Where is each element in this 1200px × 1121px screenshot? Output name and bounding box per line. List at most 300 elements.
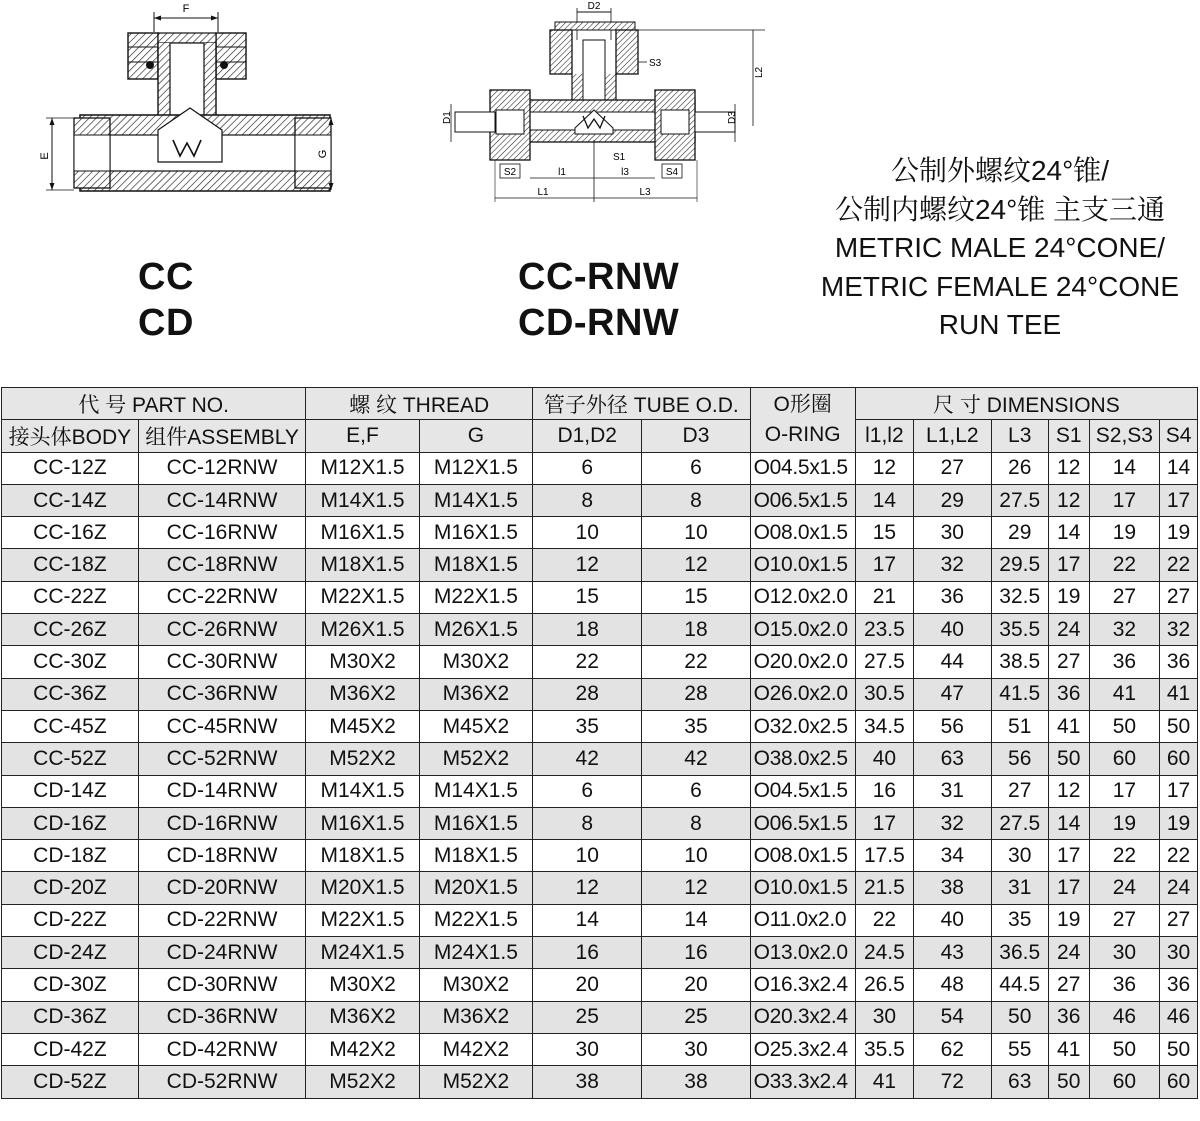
table-cell: 46 bbox=[1089, 1001, 1159, 1033]
table-cell: 22 bbox=[1089, 549, 1159, 581]
table-cell: 6 bbox=[642, 775, 750, 807]
table-cell: 44.5 bbox=[991, 969, 1048, 1001]
table-cell: 10 bbox=[642, 840, 750, 872]
table-cell: 27.5 bbox=[855, 646, 913, 678]
table-cell: CC-22Z bbox=[2, 581, 139, 613]
spec-table-body bbox=[2, 452, 1198, 1098]
table-cell: 12 bbox=[1048, 484, 1089, 516]
table-cell: M26X1.5 bbox=[419, 614, 532, 646]
label-D3: D3 bbox=[727, 111, 738, 124]
col-assembly: 组件ASSEMBLY bbox=[138, 420, 305, 452]
table-cell: 14 bbox=[1089, 452, 1159, 484]
table-cell: 54 bbox=[914, 1001, 992, 1033]
table-cell: CD-36Z bbox=[2, 1001, 139, 1033]
label-l3: l3 bbox=[621, 167, 629, 178]
table-row bbox=[2, 775, 1198, 807]
table-row bbox=[2, 937, 1198, 969]
table-cell: O12.0x2.0 bbox=[750, 581, 855, 613]
table-cell: 27 bbox=[1048, 969, 1089, 1001]
table-row bbox=[2, 904, 1198, 936]
label-E: E bbox=[39, 152, 51, 160]
table-row bbox=[2, 872, 1198, 904]
table-cell: 50 bbox=[1089, 1033, 1159, 1065]
table-cell: M30X2 bbox=[419, 646, 532, 678]
table-cell: CD-30RNW bbox=[138, 969, 305, 1001]
table-cell: 22 bbox=[642, 646, 750, 678]
table-cell: CC-14RNW bbox=[138, 484, 305, 516]
description-line-en-1: METRIC MALE 24°CONE/ bbox=[834, 232, 1166, 263]
table-cell: 25 bbox=[533, 1001, 642, 1033]
col-g: G bbox=[419, 420, 532, 452]
table-cell: CC-16RNW bbox=[138, 517, 305, 549]
table-cell: M52X2 bbox=[419, 1066, 532, 1098]
table-cell: 30 bbox=[642, 1033, 750, 1065]
header-dimensions: 尺 寸 DIMENSIONS bbox=[855, 388, 1197, 420]
description-line-en-3: RUN TEE bbox=[938, 309, 1062, 340]
table-cell: CD-14Z bbox=[2, 775, 139, 807]
table-cell: 36 bbox=[1160, 969, 1198, 1001]
table-cell: M52X2 bbox=[306, 1066, 419, 1098]
table-cell: 16 bbox=[855, 775, 913, 807]
table-cell: M18X1.5 bbox=[306, 840, 419, 872]
header-tube-od: 管子外径 TUBE O.D. bbox=[533, 388, 751, 420]
table-cell: 27 bbox=[991, 775, 1048, 807]
table-cell: M30X2 bbox=[306, 969, 419, 1001]
table-cell: O32.0x2.5 bbox=[750, 710, 855, 742]
table-cell: 72 bbox=[914, 1066, 992, 1098]
table-cell: 41 bbox=[1048, 1033, 1089, 1065]
table-cell: 27 bbox=[1160, 904, 1198, 936]
table-cell: M26X1.5 bbox=[306, 614, 419, 646]
table-cell: 14 bbox=[642, 904, 750, 936]
table-cell: 17 bbox=[1048, 840, 1089, 872]
col-l1l2: l1,l2 bbox=[855, 420, 913, 452]
label-S3: S3 bbox=[649, 58, 662, 69]
table-cell: 51 bbox=[991, 710, 1048, 742]
table-cell: 36 bbox=[1089, 969, 1159, 1001]
table-cell: 22 bbox=[1089, 840, 1159, 872]
table-cell: 60 bbox=[1160, 743, 1198, 775]
table-cell: 46 bbox=[1160, 1001, 1198, 1033]
table-cell: 10 bbox=[533, 517, 642, 549]
table-cell: M52X2 bbox=[419, 743, 532, 775]
table-cell: CC-45RNW bbox=[138, 710, 305, 742]
table-cell: 36.5 bbox=[991, 937, 1048, 969]
table-cell: CD-18RNW bbox=[138, 840, 305, 872]
table-cell: M14X1.5 bbox=[306, 775, 419, 807]
table-cell: M22X1.5 bbox=[306, 581, 419, 613]
table-cell: 22 bbox=[855, 904, 913, 936]
table-row bbox=[2, 484, 1198, 516]
table-cell: CC-16Z bbox=[2, 517, 139, 549]
col-s1: S1 bbox=[1048, 420, 1089, 452]
table-cell: 32 bbox=[1160, 614, 1198, 646]
table-cell: M52X2 bbox=[306, 743, 419, 775]
table-cell: CD-18Z bbox=[2, 840, 139, 872]
table-cell: O08.0x1.5 bbox=[750, 517, 855, 549]
table-cell: M18X1.5 bbox=[419, 840, 532, 872]
table-cell: CC-26Z bbox=[2, 614, 139, 646]
table-cell: CD-24Z bbox=[2, 937, 139, 969]
table-cell: 56 bbox=[914, 710, 992, 742]
table-cell: 17.5 bbox=[855, 840, 913, 872]
table-cell: 17 bbox=[855, 807, 913, 839]
table-cell: M16X1.5 bbox=[306, 807, 419, 839]
col-d1d2: D1,D2 bbox=[533, 420, 642, 452]
table-cell: M16X1.5 bbox=[419, 807, 532, 839]
table-row bbox=[2, 614, 1198, 646]
header-oring-cn: O形圈 bbox=[773, 392, 832, 416]
table-cell: 28 bbox=[642, 678, 750, 710]
table-row bbox=[2, 1066, 1198, 1098]
col-s2s3: S2,S3 bbox=[1089, 420, 1159, 452]
table-header-row-1 bbox=[2, 388, 1198, 420]
table-cell: M24X1.5 bbox=[306, 937, 419, 969]
table-cell: 14 bbox=[1048, 807, 1089, 839]
table-cell: M12X1.5 bbox=[419, 452, 532, 484]
table-cell: 32 bbox=[1089, 614, 1159, 646]
table-cell: 10 bbox=[642, 517, 750, 549]
table-cell: 60 bbox=[1160, 1066, 1198, 1098]
table-cell: 24 bbox=[1089, 872, 1159, 904]
table-cell: 19 bbox=[1048, 904, 1089, 936]
table-cell: 14 bbox=[1048, 517, 1089, 549]
table-cell: O10.0x1.5 bbox=[750, 872, 855, 904]
table-cell: 18 bbox=[642, 614, 750, 646]
table-cell: 12 bbox=[1048, 452, 1089, 484]
table-cell: M16X1.5 bbox=[306, 517, 419, 549]
table-cell: CC-18Z bbox=[2, 549, 139, 581]
table-cell: O08.0x1.5 bbox=[750, 840, 855, 872]
table-cell: M22X1.5 bbox=[306, 904, 419, 936]
table-cell: 26.5 bbox=[855, 969, 913, 1001]
table-cell: 27 bbox=[1160, 581, 1198, 613]
table-cell: 15 bbox=[533, 581, 642, 613]
table-cell: 35.5 bbox=[991, 614, 1048, 646]
table-cell: 6 bbox=[642, 452, 750, 484]
table-cell: CD-42Z bbox=[2, 1033, 139, 1065]
table-cell: 19 bbox=[1160, 517, 1198, 549]
table-cell: 40 bbox=[855, 743, 913, 775]
table-cell: 27.5 bbox=[991, 484, 1048, 516]
table-cell: 26 bbox=[991, 452, 1048, 484]
table-cell: O04.5x1.5 bbox=[750, 452, 855, 484]
table-cell: 60 bbox=[1089, 743, 1159, 775]
table-cell: 8 bbox=[642, 484, 750, 516]
table-cell: 14 bbox=[533, 904, 642, 936]
table-cell: CC-18RNW bbox=[138, 549, 305, 581]
table-cell: M36X2 bbox=[306, 678, 419, 710]
table-cell: 20 bbox=[533, 969, 642, 1001]
table-cell: 50 bbox=[991, 1001, 1048, 1033]
table-cell: 36 bbox=[1089, 646, 1159, 678]
table-cell: 40 bbox=[914, 614, 992, 646]
table-cell: CD-52Z bbox=[2, 1066, 139, 1098]
table-cell: 38 bbox=[533, 1066, 642, 1098]
table-cell: 36 bbox=[1048, 1001, 1089, 1033]
table-cell: 23.5 bbox=[855, 614, 913, 646]
table-cell: 35 bbox=[533, 710, 642, 742]
table-cell: 41 bbox=[1048, 710, 1089, 742]
table-cell: M36X2 bbox=[419, 678, 532, 710]
table-cell: M14X1.5 bbox=[419, 775, 532, 807]
table-row bbox=[2, 678, 1198, 710]
table-cell: CC-30Z bbox=[2, 646, 139, 678]
table-cell: M14X1.5 bbox=[306, 484, 419, 516]
table-cell: M14X1.5 bbox=[419, 484, 532, 516]
table-cell: M42X2 bbox=[306, 1033, 419, 1065]
table-cell: CD-22Z bbox=[2, 904, 139, 936]
table-cell: 25 bbox=[642, 1001, 750, 1033]
description-line-cn-2: 公制内螺纹24°锥 主支三通 bbox=[834, 193, 1166, 225]
spec-table bbox=[1, 387, 1198, 1099]
table-cell: M18X1.5 bbox=[419, 549, 532, 581]
middle-fitting-drawing bbox=[435, 0, 780, 205]
table-cell: O25.3x2.4 bbox=[750, 1033, 855, 1065]
table-cell: 41 bbox=[1089, 678, 1159, 710]
table-cell: 12 bbox=[642, 872, 750, 904]
table-cell: 17 bbox=[1089, 484, 1159, 516]
table-cell: 30 bbox=[991, 840, 1048, 872]
table-row bbox=[2, 517, 1198, 549]
table-cell: CC-14Z bbox=[2, 484, 139, 516]
table-cell: CC-36Z bbox=[2, 678, 139, 710]
table-cell: M20X1.5 bbox=[306, 872, 419, 904]
table-cell: 29.5 bbox=[991, 549, 1048, 581]
col-ef: E,F bbox=[306, 420, 419, 452]
table-cell: 17 bbox=[855, 549, 913, 581]
table-cell: CC-36RNW bbox=[138, 678, 305, 710]
table-cell: CC-45Z bbox=[2, 710, 139, 742]
table-cell: 42 bbox=[642, 743, 750, 775]
table-cell: 27.5 bbox=[991, 807, 1048, 839]
table-cell: 30 bbox=[1160, 937, 1198, 969]
table-cell: 22 bbox=[1160, 549, 1198, 581]
table-cell: 20 bbox=[642, 969, 750, 1001]
table-cell: 38.5 bbox=[991, 646, 1048, 678]
header-oring-en: O-RING bbox=[764, 422, 841, 446]
table-cell: CC-22RNW bbox=[138, 581, 305, 613]
table-cell: M30X2 bbox=[306, 646, 419, 678]
table-cell: 40 bbox=[914, 904, 992, 936]
table-cell: O20.3x2.4 bbox=[750, 1001, 855, 1033]
table-cell: M45X2 bbox=[419, 710, 532, 742]
table-cell: O16.3x2.4 bbox=[750, 969, 855, 1001]
table-cell: 55 bbox=[991, 1033, 1048, 1065]
label-L2: L2 bbox=[754, 66, 765, 78]
table-cell: M20X1.5 bbox=[419, 872, 532, 904]
table-row bbox=[2, 710, 1198, 742]
table-cell: 38 bbox=[642, 1066, 750, 1098]
table-cell: 31 bbox=[914, 775, 992, 807]
table-cell: 12 bbox=[855, 452, 913, 484]
table-cell: 21 bbox=[855, 581, 913, 613]
table-cell: 19 bbox=[1089, 807, 1159, 839]
product-description bbox=[800, 152, 1200, 345]
table-row bbox=[2, 452, 1198, 484]
label-L3: L3 bbox=[639, 187, 651, 198]
table-cell: CD-14RNW bbox=[138, 775, 305, 807]
table-cell: 29 bbox=[914, 484, 992, 516]
table-row bbox=[2, 743, 1198, 775]
table-cell: CD-22RNW bbox=[138, 904, 305, 936]
table-cell: 17 bbox=[1160, 775, 1198, 807]
header-oring bbox=[750, 388, 855, 453]
table-cell: 8 bbox=[642, 807, 750, 839]
label-L1: L1 bbox=[537, 187, 549, 198]
table-cell: 24 bbox=[1160, 872, 1198, 904]
table-cell: 41.5 bbox=[991, 678, 1048, 710]
table-cell: 16 bbox=[642, 937, 750, 969]
table-cell: 35.5 bbox=[855, 1033, 913, 1065]
table-cell: O04.5x1.5 bbox=[750, 775, 855, 807]
label-S4: S4 bbox=[665, 167, 679, 178]
table-cell: M36X2 bbox=[419, 1001, 532, 1033]
table-cell: 60 bbox=[1089, 1066, 1159, 1098]
table-cell: 24 bbox=[1048, 937, 1089, 969]
table-cell: 21.5 bbox=[855, 872, 913, 904]
table-cell: 14 bbox=[1160, 452, 1198, 484]
table-cell: 16 bbox=[533, 937, 642, 969]
table-cell: 36 bbox=[1048, 678, 1089, 710]
table-cell: CC-12Z bbox=[2, 452, 139, 484]
table-cell: M22X1.5 bbox=[419, 904, 532, 936]
table-cell: 50 bbox=[1048, 1066, 1089, 1098]
table-cell: 32 bbox=[914, 807, 992, 839]
table-cell: O15.0x2.0 bbox=[750, 614, 855, 646]
table-cell: 17 bbox=[1048, 872, 1089, 904]
table-cell: CC-52Z bbox=[2, 743, 139, 775]
table-cell: 18 bbox=[533, 614, 642, 646]
table-cell: 15 bbox=[855, 517, 913, 549]
table-row bbox=[2, 646, 1198, 678]
label-S2: S2 bbox=[503, 167, 517, 178]
table-row bbox=[2, 969, 1198, 1001]
col-l3: L3 bbox=[991, 420, 1048, 452]
table-cell: O06.5x1.5 bbox=[750, 484, 855, 516]
table-cell: 22 bbox=[533, 646, 642, 678]
table-cell: 41 bbox=[855, 1066, 913, 1098]
table-cell: M12X1.5 bbox=[306, 452, 419, 484]
table-cell: 36 bbox=[914, 581, 992, 613]
code-cd-rnw: CD-RNW bbox=[518, 302, 680, 344]
table-cell: 10 bbox=[533, 840, 642, 872]
table-cell: CD-36RNW bbox=[138, 1001, 305, 1033]
table-cell: 19 bbox=[1089, 517, 1159, 549]
table-cell: CD-16Z bbox=[2, 807, 139, 839]
table-cell: 63 bbox=[991, 1066, 1048, 1098]
table-cell: 27 bbox=[1089, 904, 1159, 936]
code-cc-rnw: CC-RNW bbox=[518, 256, 680, 298]
code-cd: CD bbox=[138, 302, 194, 344]
col-body: 接头体BODY bbox=[2, 420, 139, 452]
table-cell: 50 bbox=[1160, 1033, 1198, 1065]
label-l1: l1 bbox=[558, 167, 566, 178]
header-thread: 螺 纹 THREAD bbox=[306, 388, 533, 420]
table-cell: 30 bbox=[533, 1033, 642, 1065]
table-cell: 42 bbox=[533, 743, 642, 775]
table-row bbox=[2, 1033, 1198, 1065]
table-cell: 8 bbox=[533, 484, 642, 516]
table-cell: CC-26RNW bbox=[138, 614, 305, 646]
table-cell: 30 bbox=[914, 517, 992, 549]
table-cell: CD-20Z bbox=[2, 872, 139, 904]
table-cell: 12 bbox=[642, 549, 750, 581]
table-cell: 19 bbox=[1048, 581, 1089, 613]
table-cell: 35 bbox=[642, 710, 750, 742]
col-d3: D3 bbox=[642, 420, 750, 452]
table-cell: CD-16RNW bbox=[138, 807, 305, 839]
table-cell: M18X1.5 bbox=[306, 549, 419, 581]
table-cell: O06.5x1.5 bbox=[750, 807, 855, 839]
table-cell: O11.0x2.0 bbox=[750, 904, 855, 936]
table-cell: 24 bbox=[1048, 614, 1089, 646]
table-cell: O33.3x2.4 bbox=[750, 1066, 855, 1098]
table-cell: 41 bbox=[1160, 678, 1198, 710]
table-cell: 17 bbox=[1089, 775, 1159, 807]
code-cc: CC bbox=[138, 256, 194, 298]
table-row bbox=[2, 581, 1198, 613]
table-cell: 32 bbox=[914, 549, 992, 581]
table-cell: CC-52RNW bbox=[138, 743, 305, 775]
left-fitting-drawing bbox=[30, 0, 350, 205]
table-cell: M30X2 bbox=[419, 969, 532, 1001]
table-cell: CD-20RNW bbox=[138, 872, 305, 904]
table-cell: 44 bbox=[914, 646, 992, 678]
table-cell: 6 bbox=[533, 452, 642, 484]
table-cell: 50 bbox=[1160, 710, 1198, 742]
table-cell: 19 bbox=[1160, 807, 1198, 839]
table-cell: M22X1.5 bbox=[419, 581, 532, 613]
table-cell: CD-30Z bbox=[2, 969, 139, 1001]
table-cell: O20.0x2.0 bbox=[750, 646, 855, 678]
description-line-en-2: METRIC FEMALE 24°CONE bbox=[820, 270, 1180, 302]
col-s4: S4 bbox=[1160, 420, 1198, 452]
table-cell: 29 bbox=[991, 517, 1048, 549]
table-cell: M42X2 bbox=[419, 1033, 532, 1065]
table-cell: 32.5 bbox=[991, 581, 1048, 613]
table-header-row-2 bbox=[2, 420, 1198, 452]
table-cell: 50 bbox=[1048, 743, 1089, 775]
table-cell: CC-12RNW bbox=[138, 452, 305, 484]
table-cell: 17 bbox=[1048, 549, 1089, 581]
table-cell: 12 bbox=[1048, 775, 1089, 807]
table-cell: 34.5 bbox=[855, 710, 913, 742]
table-cell: 12 bbox=[533, 872, 642, 904]
table-cell: 63 bbox=[914, 743, 992, 775]
table-cell: 31 bbox=[991, 872, 1048, 904]
table-cell: 56 bbox=[991, 743, 1048, 775]
table-cell: 50 bbox=[1089, 710, 1159, 742]
table-cell: 17 bbox=[1160, 484, 1198, 516]
table-cell: M45X2 bbox=[306, 710, 419, 742]
table-cell: CD-24RNW bbox=[138, 937, 305, 969]
table-cell: O10.0x1.5 bbox=[750, 549, 855, 581]
label-S1: S1 bbox=[613, 152, 626, 163]
table-cell: O38.0x2.5 bbox=[750, 743, 855, 775]
table-cell: 8 bbox=[533, 807, 642, 839]
table-row bbox=[2, 1001, 1198, 1033]
table-cell: 27 bbox=[1089, 581, 1159, 613]
table-cell: M16X1.5 bbox=[419, 517, 532, 549]
table-cell: 6 bbox=[533, 775, 642, 807]
header-part-no: 代 号 PART NO. bbox=[2, 388, 306, 420]
table-cell: CC-30RNW bbox=[138, 646, 305, 678]
table-cell: 36 bbox=[1160, 646, 1198, 678]
table-cell: M24X1.5 bbox=[419, 937, 532, 969]
label-F: F bbox=[182, 3, 190, 15]
label-D1: D1 bbox=[442, 111, 453, 124]
